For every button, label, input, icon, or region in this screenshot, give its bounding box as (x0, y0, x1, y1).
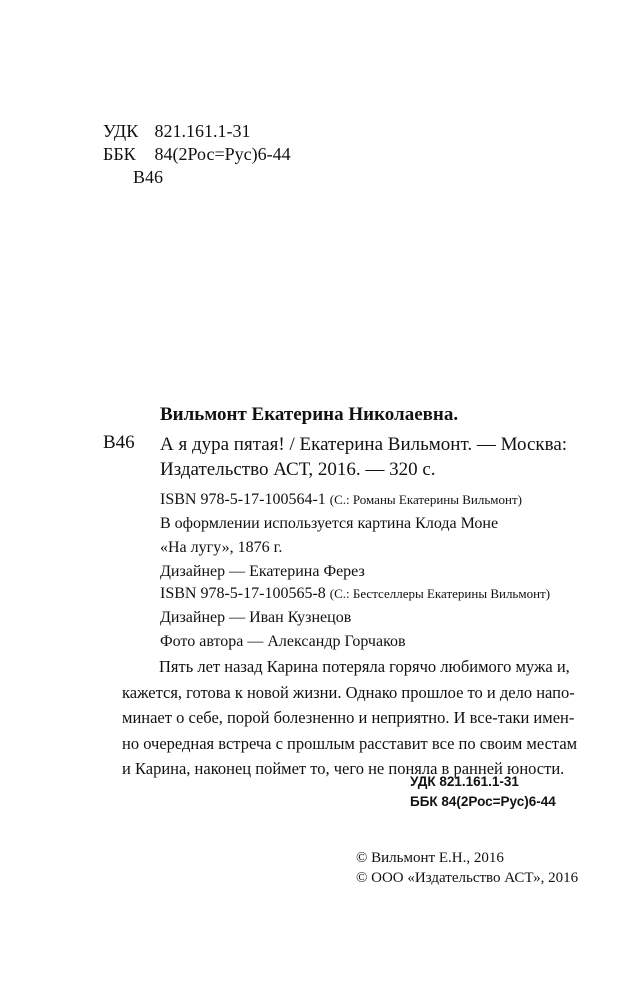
udk-bottom: УДК 821.161.1-31 (410, 774, 519, 789)
annotation (122, 654, 578, 782)
designer-credit: Дизайнер — Иван Кузнецов (160, 609, 352, 626)
title-line-2: Издательство АСТ, 2016. — 320 с. (160, 459, 436, 480)
author-mark: В46 (103, 432, 135, 453)
isbn-series: (С.: Бестселлеры Екатерины Вильмонт) (329, 586, 551, 601)
bbk-bottom: ББК 84(2Рос=Рус)6-44 (410, 794, 556, 809)
author-name: Вильмонт Екатерина Николаевна. (160, 404, 459, 425)
isbn-number: ISBN 978-5-17-100564-1 (160, 491, 326, 508)
bibliographic-title (160, 432, 580, 482)
copyright-publisher: © ООО «Издательство АСТ», 2016 (356, 870, 579, 886)
copyright-author: © Вильмонт Е.Н., 2016 (356, 850, 504, 866)
copyright-block (356, 848, 578, 888)
bbk-row (103, 143, 291, 166)
annotation-line: но очередная встреча с прошлым расставит все по своим местам (122, 733, 578, 753)
bbk-label: ББК (103, 144, 136, 164)
udk-label: УДК (103, 121, 139, 141)
udk-row (103, 120, 291, 143)
classification-top (103, 120, 291, 189)
annotation-line: Пять лет назад Карина потеряла горячо любимого мужа и, (159, 657, 570, 676)
cover-art-note: В оформлении используется картина Клода Моне (160, 515, 499, 532)
title-line-1: А я дура пятая! / Екатерина Вильмонт. — Москва: (160, 434, 568, 455)
isbn-block-1 (160, 488, 580, 584)
bbk-value: 84(2Рос=Рус)6-44 (154, 144, 291, 164)
author-mark-top: В46 (133, 167, 164, 187)
isbn-block-2 (160, 582, 580, 654)
annotation-line: минает о себе, порой болезненно и неприятно. И все-таки имен- (122, 708, 575, 727)
classification-bottom (410, 772, 556, 812)
isbn-line (160, 582, 580, 606)
annotation-line: кажется, готова к новой жизни. Однако прошлое то и дело напо- (122, 682, 575, 702)
annotation-line: и Карина, наконец поймет то, чего не поняла в ранней юности. (122, 759, 565, 778)
cover-art-title: «На лугу», 1876 г. (160, 539, 283, 556)
isbn-number: ISBN 978-5-17-100565-8 (160, 585, 326, 602)
isbn-series: (С.: Романы Екатерины Вильмонт) (329, 492, 522, 507)
photo-credit: Фото автора — Александр Горчаков (160, 633, 406, 650)
designer-credit: Дизайнер — Екатерина Ферез (160, 563, 365, 580)
udk-value: 821.161.1-31 (154, 121, 251, 141)
isbn-line (160, 488, 580, 512)
